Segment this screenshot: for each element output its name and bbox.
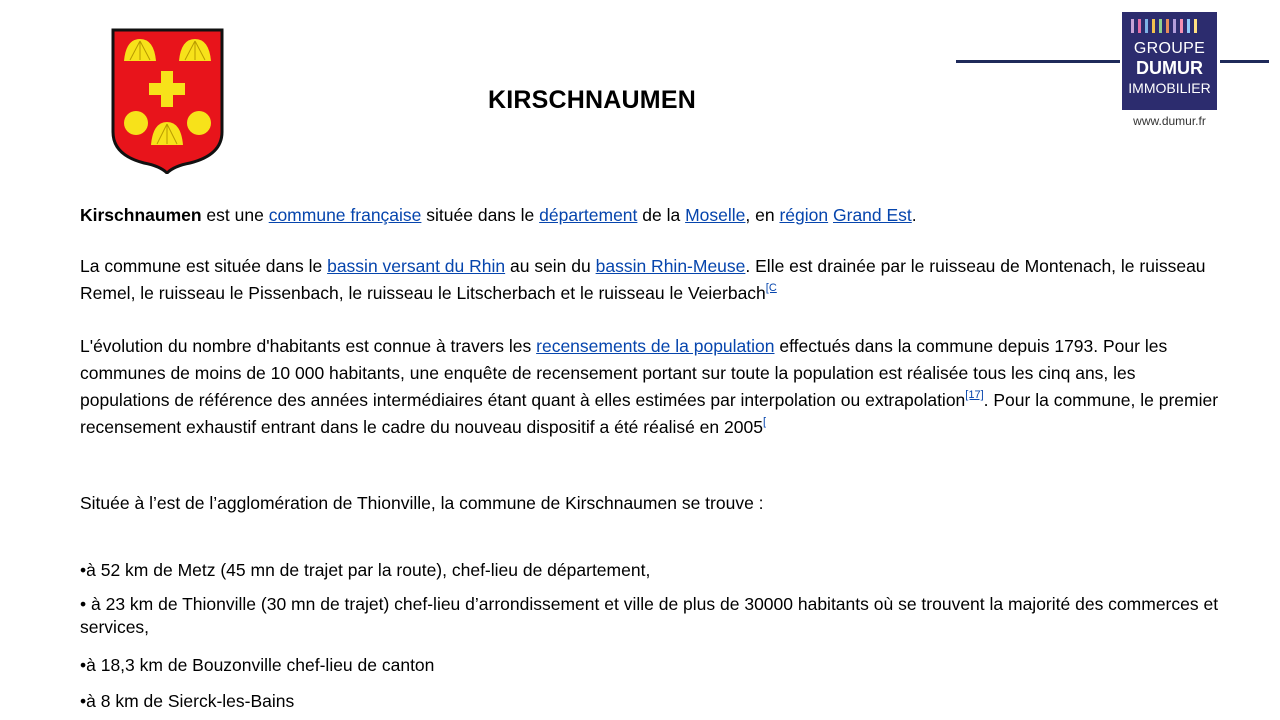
text: située dans le <box>421 205 540 225</box>
logo-bar <box>1138 19 1141 33</box>
link-recensements[interactable]: recensements de la population <box>536 336 775 356</box>
location-intro: Située à l’est de l’agglomération de Thionville, la commune de Kirschnaumen se trouve : <box>80 493 764 513</box>
intro-paragraph <box>80 202 1220 229</box>
commune-name: Kirschnaumen <box>80 205 202 225</box>
link-departement[interactable]: département <box>539 205 638 225</box>
logo-line-1: GROUPE <box>1133 40 1206 57</box>
logo-bar <box>1173 19 1176 33</box>
population-paragraph <box>80 333 1220 441</box>
link-grand-est[interactable]: Grand Est <box>833 205 912 225</box>
logo-bar <box>1131 19 1134 33</box>
page-title: KIRSCHNAUMEN <box>488 86 696 114</box>
link-bassin-versant-rhin[interactable]: bassin versant du Rhin <box>327 256 506 276</box>
company-logo <box>1122 12 1217 110</box>
logo-bar <box>1145 19 1148 33</box>
logo-bar <box>1187 19 1190 33</box>
link-bassin-rhin-meuse[interactable]: bassin Rhin-Meuse <box>595 256 746 276</box>
citation-link[interactable]: [ <box>762 416 767 428</box>
logo-bar <box>1166 19 1169 33</box>
list-item: •à 18,3 km de Bouzonville chef-lieu de canton <box>80 655 435 675</box>
citation-link[interactable]: [C <box>765 282 777 294</box>
list-item: • à 23 km de Thionville (30 mn de trajet) chef-lieu d’arrondissement et ville de plus de 30000 habitants où se trouvent la majorité des commerces et services, <box>80 594 1219 637</box>
coat-of-arms-svg <box>110 27 225 174</box>
text: est une <box>201 205 269 225</box>
text: de la <box>637 205 686 225</box>
text: . Pour la commune, le premier recensement exhaustif entrant dans le cadre du nouveau dispositif a été réalisé en 2005 <box>80 390 1219 437</box>
logo-bar <box>1194 19 1197 33</box>
link-region[interactable]: région <box>779 205 829 225</box>
text: , en <box>745 205 780 225</box>
list-item: •à 52 km de Metz (45 mn de trajet par la route), chef-lieu de département, <box>80 560 651 580</box>
text: L'évolution du nombre d'habitants est connue à travers les <box>80 336 537 356</box>
logo-bar <box>1159 19 1162 33</box>
text: effectués dans la commune depuis 1793. Pour les communes de moins de 10 000 habitants, une enquête de recensement portant sur toute la population est réalisée tous les cinq ans, les populations de référence des années intermédiaires étant quant à elles estimées par interpolation ou extrapolation <box>80 336 1168 410</box>
logo-bar <box>1180 19 1183 33</box>
link-commune-francaise[interactable]: commune française <box>268 205 422 225</box>
text: au sein du <box>505 256 596 276</box>
logo-bar <box>1152 19 1155 33</box>
text: . <box>911 205 917 225</box>
text: La commune est située dans le <box>80 256 328 276</box>
citation-link-17[interactable]: [17] <box>965 389 984 401</box>
logo-rule-left <box>956 60 1120 63</box>
coat-of-arms <box>110 27 225 174</box>
hydrography-paragraph <box>80 253 1220 307</box>
list-item: •à 8 km de Sierck-les-Bains <box>80 691 295 711</box>
logo-url: www.dumur.fr <box>1133 114 1206 128</box>
text: . Elle est drainée par le ruisseau de Montenach, le ruisseau Remel, le ruisseau le Pissenbach, le ruisseau le Litscherbach et le ruisseau le Veierbach <box>80 256 1206 303</box>
logo-line-2: DUMUR <box>1136 58 1203 78</box>
logo-rule-right <box>1220 60 1269 63</box>
logo-line-3: IMMOBILIER <box>1128 80 1211 96</box>
logo-color-bars <box>1131 19 1209 33</box>
link-moselle[interactable]: Moselle <box>685 205 746 225</box>
